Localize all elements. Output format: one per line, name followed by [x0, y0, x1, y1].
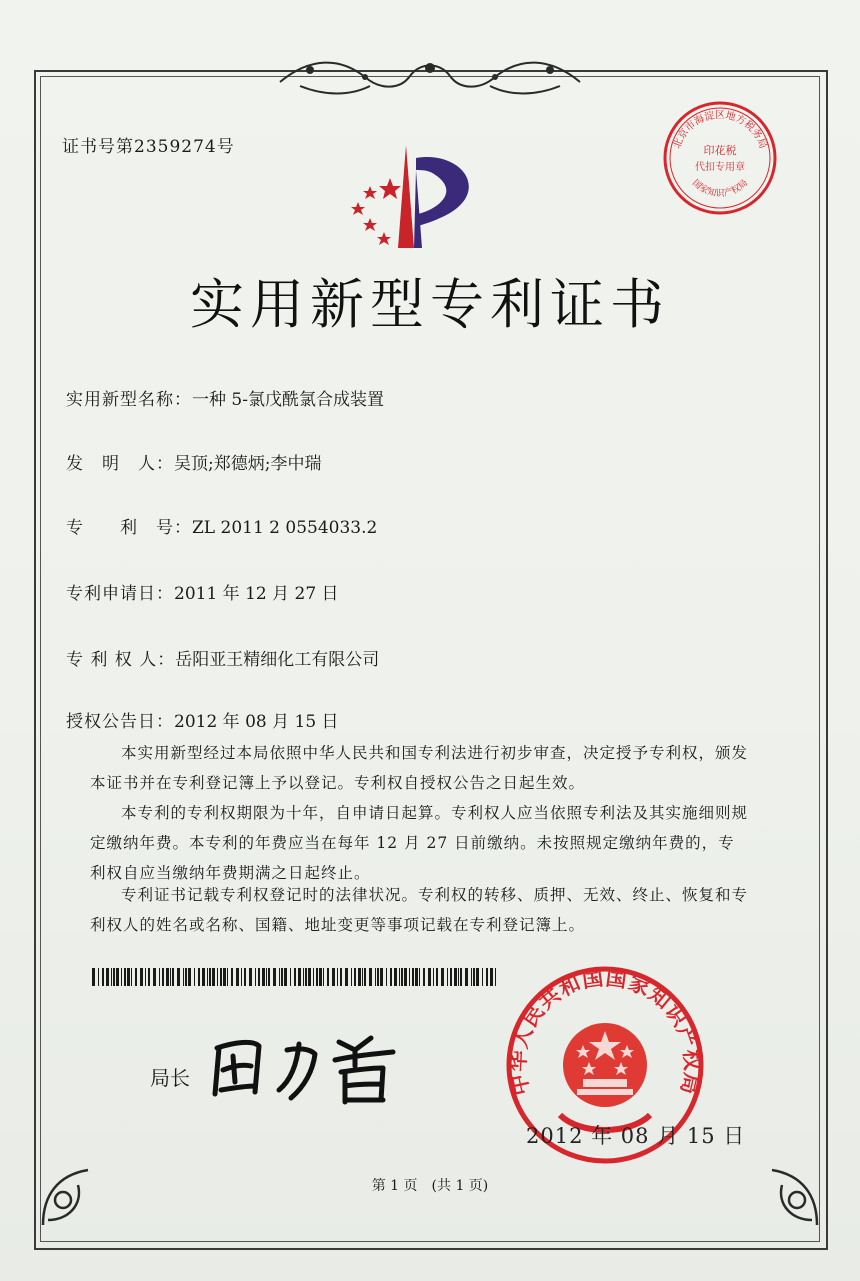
corner-ornament-bottom-left: [38, 1160, 108, 1230]
field-label: 专利申请日：: [66, 584, 174, 604]
seal-bottom-text: 国家知识产权局: [689, 178, 751, 200]
svg-text:国家知识产权局: [690, 177, 750, 199]
field-application-date: [66, 579, 339, 604]
certificate-title: 实用新型专利证书: [190, 273, 670, 336]
paragraph-patent-term: 本专利的专利权期限为十年，自申请日起算。专利权人应当依照专利法及其实施细则规定缴纳年费。本专利的年费应当在每年 12 月 27 日前缴纳。未按照规定缴纳年费的，专利权自应当缴纳年费期满之日起终止。: [90, 804, 749, 882]
certificate-number: 证书号第2359274号: [62, 137, 235, 157]
field-patent-number: [66, 513, 377, 538]
director-signature: [205, 1020, 415, 1110]
paragraph-legal-status: 专利证书记载专利权登记时的法律状况。专利权的转移、质押、无效、终止、恢复和专利权人的姓名或名称、国籍、地址变更等事项记载在专利登记簿上。: [90, 886, 749, 934]
field-label: 发 明 人：: [66, 454, 174, 474]
field-value: 一种 5-氯戊酰氯合成装置: [192, 390, 384, 410]
seal-center-line2: 代扣专用章: [695, 162, 745, 173]
director-label: 局长: [150, 1066, 190, 1090]
field-label: 实用新型名称：: [66, 390, 192, 410]
paragraph-grant-notice: 本实用新型经过本局依照中华人民共和国专利法进行初步审查，决定授予专利权，颁发本证书并在专利登记簿上予以登记。专利权自授权公告之日起生效。: [90, 744, 749, 792]
patent-office-emblem: [344, 140, 484, 250]
field-value: 2011 年 12 月 27 日: [174, 584, 339, 604]
field-label: 专 利 权 人：: [66, 650, 176, 670]
page-footer: 第 1 页 (共 1 页): [371, 1178, 489, 1194]
top-ornament: [270, 52, 590, 102]
seal-ring-text: 北京市海淀区地方税务局: [671, 110, 769, 151]
field-value: 吴顶;郑德炳;李中瑞: [174, 454, 322, 474]
field-grant-date: [66, 707, 339, 732]
seal-center-line1: 印花税: [703, 144, 737, 157]
tax-office-seal: [660, 98, 780, 218]
field-patentee: [66, 645, 379, 670]
corner-ornament-bottom-right: [752, 1160, 822, 1230]
field-label: 专 利 号：: [66, 518, 192, 538]
seal-date: 2012 年 08 月 15 日: [526, 1124, 746, 1148]
seal-ring-text: 中华人民共和国国家知识产权局: [505, 965, 705, 1098]
barcode: [92, 968, 502, 986]
field-value: 岳阳亚王精细化工有限公司: [175, 650, 380, 670]
field-utility-model-name: [66, 385, 384, 410]
field-value: 2012 年 08 月 15 日: [174, 712, 339, 732]
field-inventors: [66, 449, 321, 474]
field-value: ZL 2011 2 0554033.2: [192, 518, 378, 538]
field-label: 授权公告日：: [66, 712, 174, 732]
